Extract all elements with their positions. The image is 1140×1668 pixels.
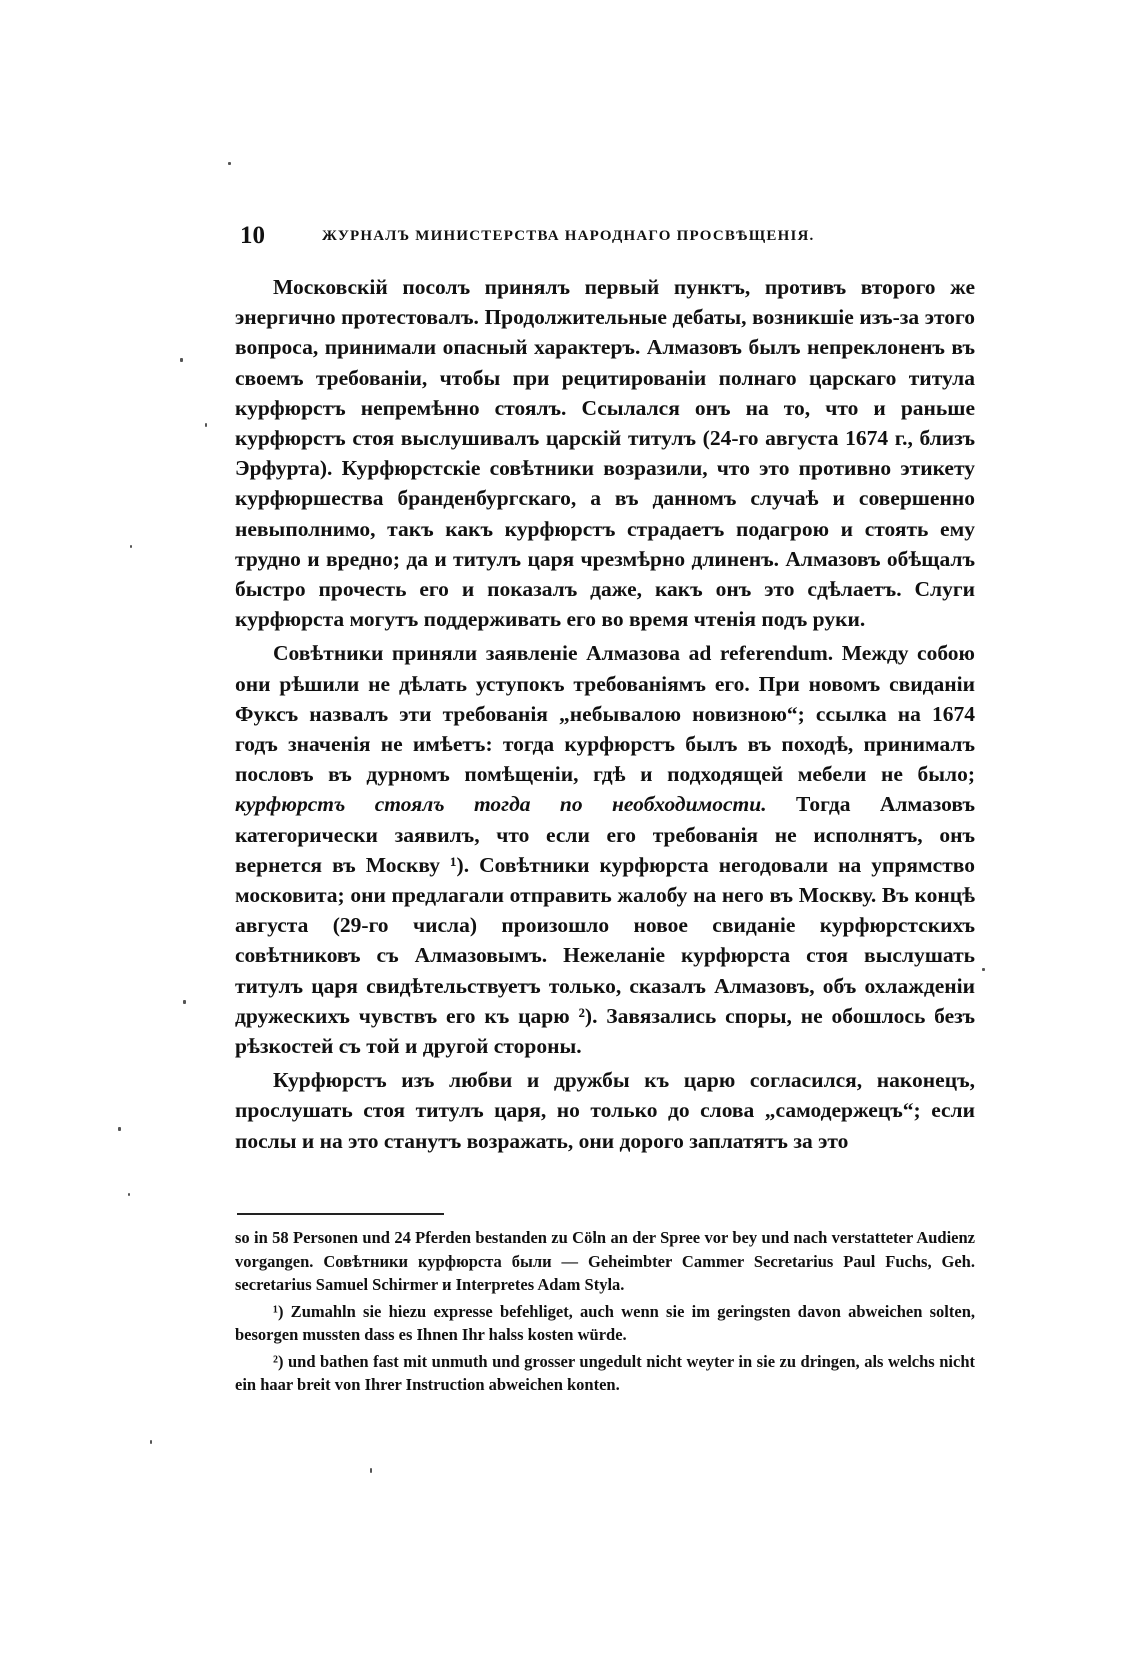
scan-speck [130,545,132,548]
scan-speck [370,1468,372,1473]
scan-speck [183,1000,186,1004]
scan-speck [128,1193,130,1196]
page-header [240,222,975,256]
scan-speck [180,358,183,362]
footnote-2: ²) und bathen fast mit unmuth und grosser ungedult nicht weyter in sie zu dringen, als welchs nicht ein haar breit von Ihrer Instruction abweichen konten. [235,1351,975,1394]
footnote-1: ¹) Zumahln sie hiezu expresse befehliget, auch wenn sie im geringsten davon abweichen solten, besorgen mussten dass es Ihnen Ihr halss kosten würde. [235,1301,975,1344]
footnotes [235,1226,975,1400]
scan-speck [228,162,231,165]
paragraph-1: Московскій посолъ принялъ первый пунктъ, противъ второго же энергично протестовалъ. Продолжительные дебаты, возникшіе изъ-за этого вопроса, принимали опасный характеръ. Алмазовъ былъ непреклоненъ въ своемъ требованіи, чтобы при рецитированіи полнаго царскаго титула курфюрстъ непремѣнно стоялъ. Ссылался онъ на то, что и раньше курфюрстъ стоя выслушивалъ царскій титулъ (24-го августа 1674 г., близъ Эрфурта). Курфюрстскіе совѣтники возразили, что это противно этикету курфюршества бранденбургскаго, а въ данномъ случаѣ и совершенно невыполнимо, такъ какъ курфюрстъ страдаетъ подагрою и стоять ему трудно и вредно; да и титулъ царя чрезмѣрно длиненъ. Алмазовъ обѣщалъ быстро прочесть его и показалъ даже, какъ онъ это сдѣлаетъ. Слуги курфюрста могутъ поддерживать его во время чтенія подъ руки. [235,275,975,632]
page-number: 10 [240,222,265,249]
main-text [235,272,975,1160]
footnote-continuation: so in 58 Personen und 24 Pferden bestanden zu Cöln an der Spree vor bey und nach verstatteter Audienz vorgangen. Совѣтники курфюрста были — Geheimbter Cammer Secretarius Paul Fuchs, Geh. secretarius Samuel Schirmer и Interpretes Adam Styla. [235,1228,975,1294]
paragraph-2-text-a: Совѣтники приняли заявленіе Алмазова ad referendum. Между собою они рѣшили не дѣлать уступокъ требованіямъ его. При новомъ свиданіи Фуксъ назвалъ эти требованія „небывалою новизною“; ссылка на 1674 годъ значенія не имѣетъ: тогда курфюрстъ былъ въ походѣ, принималъ пословъ въ дурномъ помѣщеніи, гдѣ и подходящей мебели не было; [235,641,975,787]
paragraph-3: Курфюрстъ изъ любви и дружбы къ царю согласился, наконецъ, прослушать стоя титулъ царя, но только до слова „самодержецъ“; если послы и на это станутъ возражать, они дорого заплатятъ за это [235,1068,975,1153]
paragraph-2-text-b: Тогда Алмазовъ категорически заявилъ, что если его требованія не исполнятъ, онъ вернется въ Москву ¹). Совѣтники курфюрста негодовали на упрямство московита; они предлагали отправить жалобу на него въ Москву. Въ концѣ августа (29-го числа) произошло новое свиданіе курфюрстскихъ совѣтниковъ съ Алмазовымъ. Нежеланіе курфюрста стоя выслушать титулъ царя свидѣтельствуетъ только, сказалъ Алмазовъ, объ охлажденіи дружескихъ чувствъ его къ царю ²). Завязались споры, не обошлось безъ рѣзкостей съ той и другой стороны. [235,792,975,1059]
paragraph-2 [235,638,975,1061]
scan-speck [118,1127,121,1131]
paragraph-2-italic: курфюрстъ стоялъ тогда по необходимости. [235,792,767,817]
running-title: ЖУРНАЛЪ МИНИСТЕРСТВА НАРОДНАГО ПРОСВѢЩЕНІЯ. [322,228,815,244]
scan-speck [982,968,985,971]
footnote-divider [237,1213,444,1215]
scan-speck [205,423,207,427]
scan-speck [150,1440,152,1444]
